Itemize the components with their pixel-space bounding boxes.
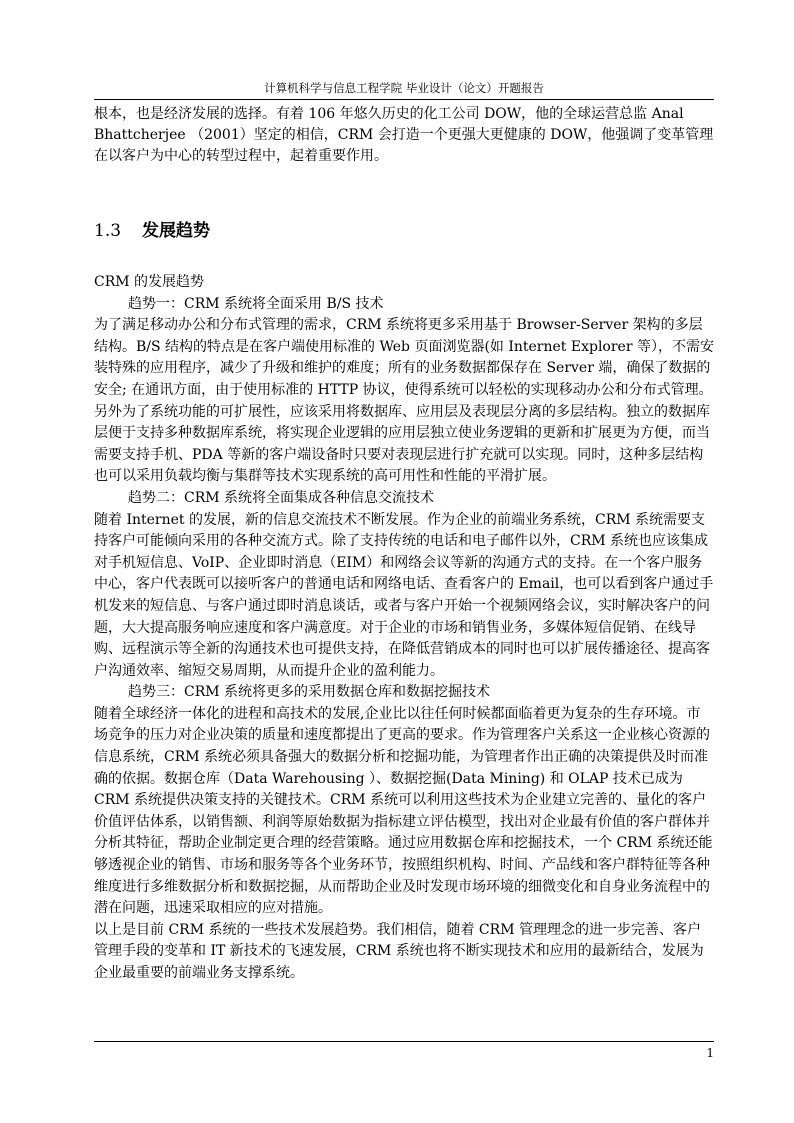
trend-2-text: 随着 Internet 的发展，新的信息交流技术不断发展。作为企业的前端业务系统，CRM 系统需要支持客户可能倾向采用的各种交流方式。除了支持传统的电话和电子邮件以外，CRM 系统也应该集成对手机短信息、VoIP、企业即时消息（EIM）和网络会议等新的沟通方式的支持。在一个客户服务中心，客户代表既可以接听客户的普通电话和网络电话、查看客户的 Email，也可以看到客户通过手机发来的短信息、与客户通过即时消息谈话，或者与客户开始一个视频网络会议，实时解决客户的问题，大大提高服务响应速度和客户满意度。对于企业的市场和销售业务，多媒体短信促销、在线导购、远程演示等全新的沟通技术也可提供支持，在降低营销成本的同时也可以扩展传播途径、提高客户沟通效率、缩短交易周期，从而提升企业的盈利能力。 <box>94 511 714 679</box>
section-title: 发展趋势 <box>142 221 210 241</box>
section-heading <box>94 219 210 243</box>
page-number: 1 <box>706 1046 714 1060</box>
intro-block <box>94 104 714 168</box>
page-header: 计算机科学与信息工程学院 毕业设计（论文）开题报告 <box>264 81 544 95</box>
trend-1-title: 趋势一：CRM 系统将全面采用 B/S 技术 <box>128 295 384 312</box>
trend-1-text: 为了满足移动办公和分布式管理的需求，CRM 系统将更多采用基于 Browser-Server 架构的多层结构。B/S 结构的特点是在客户端使用标准的 Web 页面浏览器(如 Internet Explorer 等），不需安装特殊的应用程序，减少了升级和维护的难度；所有的业务数据都保存在 Server 端，确保了数据的安全; 在通讯方面，由于使用标准的 HTTP 协议，使得系统可以轻松的实现移动办公和分布式管理。另外为了系统功能的可扩展性，应该采用将数据库、应用层及表现层分离的多层结构。独立的数据库层便于支持多种数据库系统，将实现企业逻辑的应用层独立使业务逻辑的更新和扩展更为方便，而当需要支持手机、PDA 等新的客户端设备时只要对表现层进行扩充就可以实现。同时，这种多层结构也可以采用负载均衡与集群等技术实现系统的高可用性和性能的平滑扩展。 <box>94 317 714 485</box>
intro-line-2: Bhattcherjee （2001）坚定的相信，CRM 会打造一个更强大更健康的 DOW，他强调了变革管理在以客户为中心的转型过程中，起着重要作用。 <box>94 127 714 165</box>
trend-3-text: 随着全球经济一体化的进程和高技术的发展,企业比以往任何时候都面临着更为复杂的生存环境。市场竞争的压力对企业决策的质量和速度都提出了更高的要求。作为管理客户关系这一企业核心资源的信息系统，CRM 系统必须具备强大的数据分析和挖掘功能，为管理者作出正确的决策提供及时而准确的依据。数据仓库（Data Warehousing ）、数据挖掘(Data Mining) 和 OLAP 技术已成为 CRM 系统提供决策支持的关键技术。CRM 系统可以利用这些技术为企业建立完善的、量化的客户价值评估体系，以销售额、利润等原始数据为指标建立评估模型，找出对企业最有价值的客户群体并分析其特征，帮助企业制定更合理的经营策略。通过应用数据仓库和挖掘技术，一个 CRM 系统还能够透视企业的销售、市场和服务等各个业务环节，按照组织机构、时间、产品线和客户群特征等各种维度进行多维数据分析和数据挖掘，从而帮助企业及时发现市场环境的细微变化和自身业务流程中的潜在问题，迅速采取相应的应对措施。 <box>94 705 713 917</box>
body-block <box>94 272 714 985</box>
header-rule <box>94 99 714 100</box>
lead-line: CRM 的发展趋势 <box>94 274 205 290</box>
conclusion-paragraph: 以上是目前 CRM 系统的一些技术发展趋势。我们相信，随着 CRM 管理理念的进一步完善、客户管理手段的变革和 IT 新技术的飞速发展，CRM 系统也将不断实现技术和应用的最新结合，发展为企业最重要的前端业务支撑系统。 <box>94 921 704 981</box>
intro-line-1: 根本，也是经济发展的选择。有着 106 年悠久历史的化工公司 DOW，他的全球运营总监 Anal <box>94 106 684 122</box>
trend-3-title: 趋势三：CRM 系统将更多的采用数据仓库和数据挖掘技术 <box>128 684 491 701</box>
footer-rule <box>94 1041 714 1042</box>
section-number: 1.3 <box>94 221 122 241</box>
trend-2-title: 趋势二：CRM 系统将全面集成各种信息交流技术 <box>128 489 435 506</box>
